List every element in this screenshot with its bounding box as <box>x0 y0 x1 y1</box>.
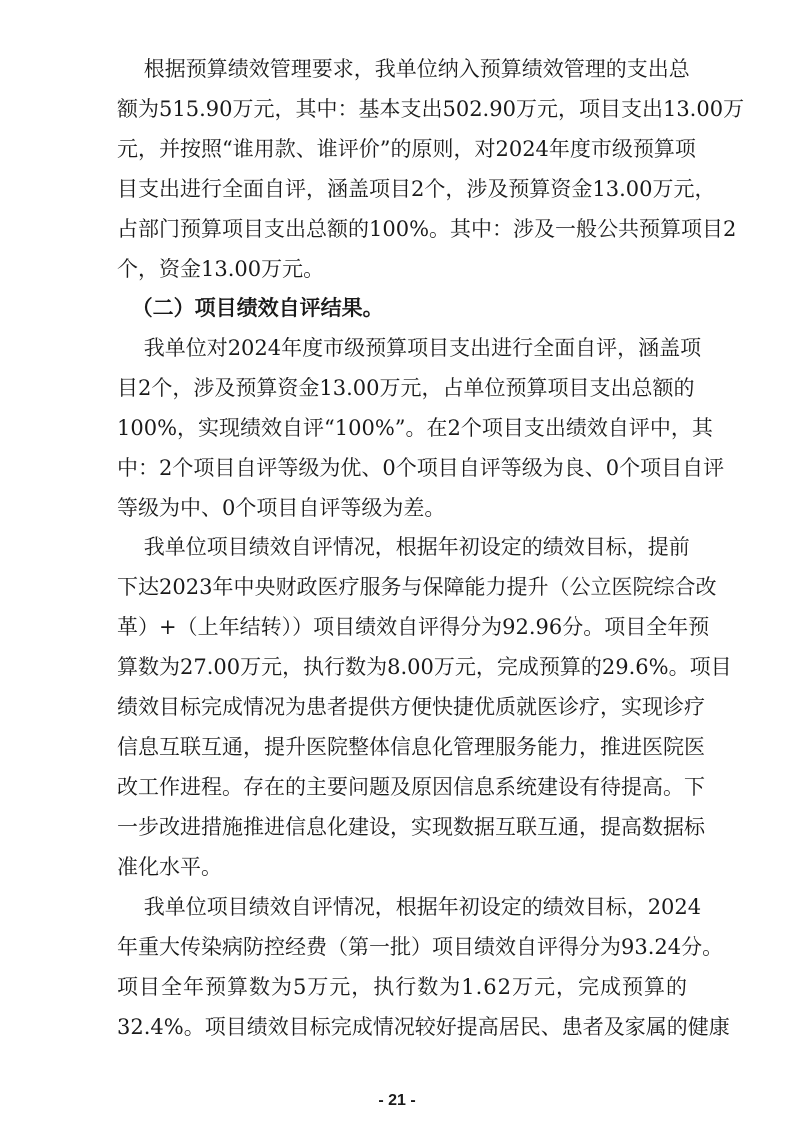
paragraph-line: 我单位对2024年度市级预算项目支出进行全面自评，涵盖项 <box>117 336 702 360</box>
paragraph-line: 算数为27.00万元，执行数为8.00万元，完成预算的29.6%。项目 <box>117 655 732 679</box>
paragraph-line: 个，资金13.00万元。 <box>117 257 325 281</box>
paragraph-line: 额为515.90万元，其中：基本支出502.90万元，项目支出13.00万 <box>117 97 745 121</box>
paragraph-line: 元，并按照“谁用款、谁评价”的原则，对2024年度市级预算项 <box>117 137 696 161</box>
paragraph-line: 下达2023年中央财政医疗服务与保障能力提升（公立医院综合改 <box>117 575 717 599</box>
paragraph-line: 目2个，涉及预算资金13.00万元，占单位预算项目支出总额的 <box>117 376 695 400</box>
paragraph-line: 我单位项目绩效自评情况，根据年初设定的绩效目标，提前 <box>117 535 690 559</box>
paragraph-line: 我单位项目绩效自评情况，根据年初设定的绩效目标，2024 <box>117 895 702 919</box>
paragraph-line: 根据预算绩效管理要求，我单位纳入预算绩效管理的支出总 <box>117 57 690 81</box>
paragraph-line: 准化水平。 <box>117 855 222 879</box>
paragraph-line: 项目全年预算数为5万元，执行数为1.62万元，完成预算的 <box>117 975 688 999</box>
paragraph-line: 占部门预算项目支出总额的100%。其中：涉及一般公共预算项目2 <box>117 217 737 241</box>
paragraph-line: 中：2个项目自评等级为优、0个项目自评等级为良、0个项目自评 <box>117 456 725 480</box>
paragraph-line: 信息互联互通，提升医院整体信息化管理服务能力，推进医院医 <box>117 735 705 759</box>
paragraph-line: 等级为中、0个项目自评等级为差。 <box>117 496 446 520</box>
paragraph-line: 改工作进程。存在的主要问题及原因信息系统建设有待提高。下 <box>117 775 705 799</box>
page-number: - 21 - <box>378 1092 416 1109</box>
paragraph-line: 一步改进措施推进信息化建设，实现数据互联互通，提高数据标 <box>117 815 705 839</box>
paragraph-line: 目支出进行全面自评，涵盖项目2个，涉及预算资金13.00万元， <box>117 177 716 201</box>
paragraph-line: 革）+（上年结转））项目绩效自评得分为92.96分。项目全年预 <box>117 615 710 639</box>
paragraph-line: 100%，实现绩效自评“100%”。在2个项目支出绩效自评中，其 <box>117 416 713 440</box>
section-heading: （二）项目绩效自评结果。 <box>117 295 384 320</box>
paragraph-line: 绩效目标完成情况为患者提供方便快捷优质就医诊疗，实现诊疗 <box>117 695 705 719</box>
paragraph-line: 32.4%。项目绩效目标完成情况较好提高居民、患者及家属的健康 <box>117 1015 730 1039</box>
paragraph-line: 年重大传染病防控经费（第一批）项目绩效自评得分为93.24分。 <box>117 935 724 959</box>
